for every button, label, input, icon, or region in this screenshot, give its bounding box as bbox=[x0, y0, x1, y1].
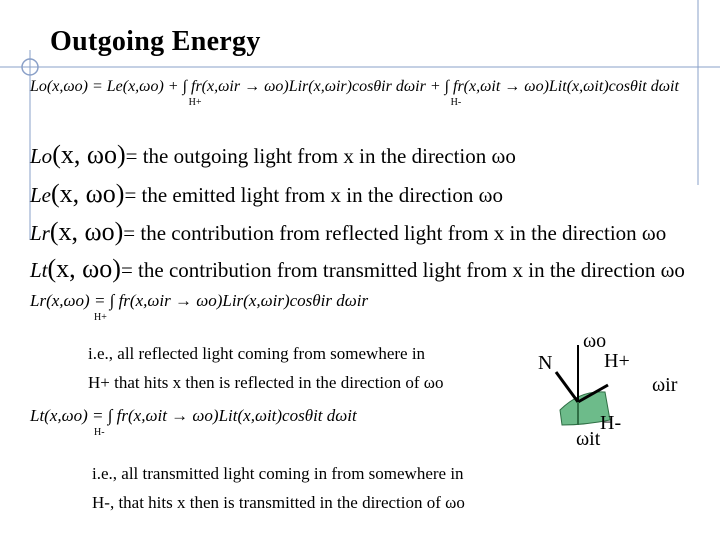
definition-args: (x, ωo) bbox=[47, 254, 121, 283]
main-equation-plus: + bbox=[429, 78, 441, 95]
definition-text: = the emitted light from x in the direction ωo bbox=[124, 183, 503, 207]
definition-le bbox=[30, 179, 503, 209]
definition-args: (x, ωo) bbox=[51, 179, 125, 208]
definition-lo bbox=[30, 140, 516, 170]
definition-args: (x, ωo) bbox=[52, 140, 126, 169]
main-equation bbox=[30, 78, 679, 108]
label-h-plus: H+ bbox=[604, 350, 630, 372]
definition-text: = the contribution from transmitted light from x in the direction ωo bbox=[120, 258, 685, 282]
definition-lr bbox=[30, 217, 666, 247]
definition-args: (x, ωo) bbox=[49, 217, 124, 246]
definition-symbol: Lr bbox=[30, 221, 50, 245]
slide-title: Outgoing Energy bbox=[50, 26, 261, 57]
label-normal: N bbox=[538, 352, 553, 374]
reflection-explanation-line1: i.e., all reflected light coming from somewhere in bbox=[88, 344, 426, 363]
incident-direction bbox=[556, 372, 578, 402]
reflection-equation bbox=[30, 291, 369, 323]
transmission-explanation-line1: i.e., all transmitted light coming in from somewhere in bbox=[92, 464, 464, 483]
term2-domain: H- bbox=[450, 97, 462, 108]
reflection-domain: H+ bbox=[94, 312, 107, 323]
transmission-explanation-line2: H-, that hits x then is transmitted in the direction of ωo bbox=[92, 493, 465, 512]
definition-symbol: Le bbox=[30, 183, 51, 207]
main-equation-term2: ∫ fr(x,ωit → ωo)Lit(x,ωit)cosθit dωit bbox=[444, 78, 679, 95]
definition-text: = the contribution from reflected light from x in the direction ωo bbox=[123, 221, 667, 245]
label-h-minus: H- bbox=[600, 412, 622, 434]
term1-domain: H+ bbox=[188, 97, 202, 108]
label-omega-ir: ωir bbox=[652, 374, 678, 396]
definition-symbol: Lo bbox=[30, 144, 53, 168]
reflection-equation-text: Lr(x,ωo) = ∫ fr(x,ωir → ωo)Lir(x,ωir)cosθir dωir bbox=[30, 291, 369, 310]
transmission-equation-text: Lt(x,ωo) = ∫ fr(x,ωit → ωo)Lit(x,ωit)cosθit dωit bbox=[30, 406, 357, 425]
definition-lt bbox=[30, 254, 685, 284]
transmission-equation bbox=[30, 406, 357, 438]
label-omega-o: ωo bbox=[583, 330, 607, 352]
definition-text: = the outgoing light from x in the direction ωo bbox=[125, 144, 516, 168]
definition-symbol: Lt bbox=[30, 258, 48, 282]
main-equation-lhs: Lo(x,ωo) = Le(x,ωo) + bbox=[30, 78, 179, 95]
transmission-domain: H- bbox=[94, 427, 105, 438]
reflection-explanation-line2: H+ that hits x then is reflected in the direction of ωo bbox=[88, 373, 444, 392]
label-omega-it: ωit bbox=[576, 428, 601, 450]
main-equation-term1: ∫ fr(x,ωir → ωo)Lir(x,ωir)cosθir dωir bbox=[182, 78, 426, 95]
